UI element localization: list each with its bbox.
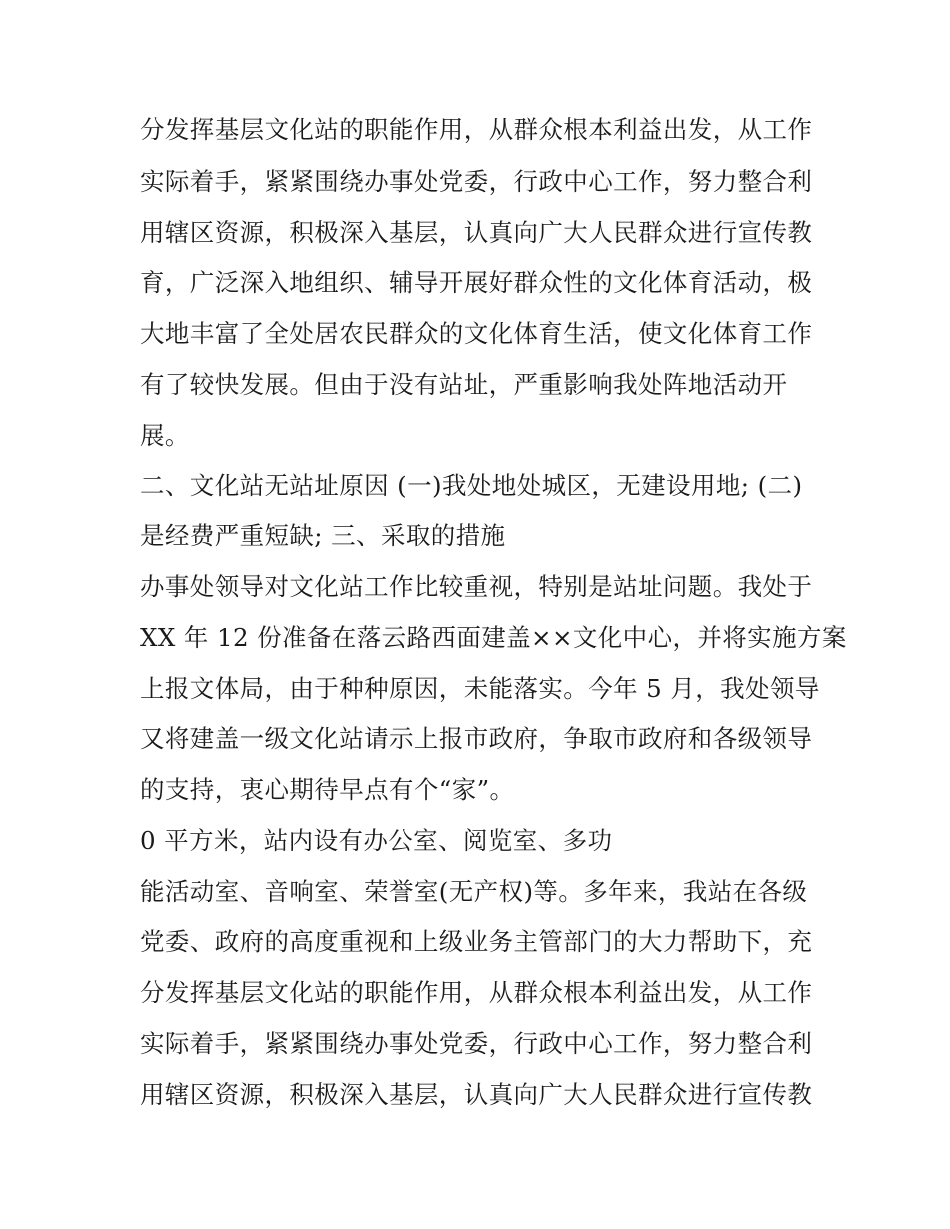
text-line: 的支持，衷心期待早点有个“家”。 [140, 775, 515, 804]
text-line: 分发挥基层文化站的职能作用，从群众根本利益出发，从工作 [140, 978, 813, 1007]
text-line: 又将建盖一级文化站请示上报市政府，争取市政府和各级领导 [140, 724, 813, 753]
text-line: 二、文化站无站址原因 (一)我处地处城区，无建设用地; (二) [140, 471, 803, 500]
text-line: 0 平方米，站内设有办公室、阅览室、多功 [140, 826, 613, 855]
text-line: 实际着手，紧紧围绕办事处党委，行政中心工作，努力整合利 [140, 167, 813, 196]
text-line: 党委、政府的高度重视和上级业务主管部门的大力帮助下，充 [140, 927, 813, 956]
text-line: 实际着手，紧紧围绕办事处党委，行政中心工作，努力整合利 [140, 1029, 813, 1058]
text-line: 用辖区资源，积极深入基层，认真向广大人民群众进行宣传教 [140, 218, 813, 247]
text-line: 办事处领导对文化站工作比较重视，特别是站址问题。我处于 [140, 572, 813, 601]
text-line: 能活动室、音响室、荣誉室(无产权)等。多年来，我站在各级 [140, 877, 808, 906]
text-line: 上报文体局，由于种种原因，未能落实。今年 5 月，我处领导 [140, 674, 820, 703]
text-line: 是经费严重短缺; 三、采取的措施 [140, 521, 506, 550]
text-line: 用辖区资源，积极深入基层，认真向广大人民群众进行宣传教 [140, 1080, 813, 1109]
text-line: 分发挥基层文化站的职能作用，从群众根本利益出发，从工作 [140, 115, 813, 144]
text-line: 育，广泛深入地组织、辅导开展好群众性的文化体育活动，极 [140, 268, 813, 297]
text-line: 有了较快发展。但由于没有站址，严重影响我处阵地活动开 [140, 370, 788, 399]
text-line: XX 年 12 份准备在落云路西面建盖××文化中心，并将实施方案 [140, 623, 847, 652]
text-line: 展。 [140, 421, 190, 450]
text-line: 大地丰富了全处居农民群众的文化体育生活，使文化体育工作 [140, 319, 813, 348]
